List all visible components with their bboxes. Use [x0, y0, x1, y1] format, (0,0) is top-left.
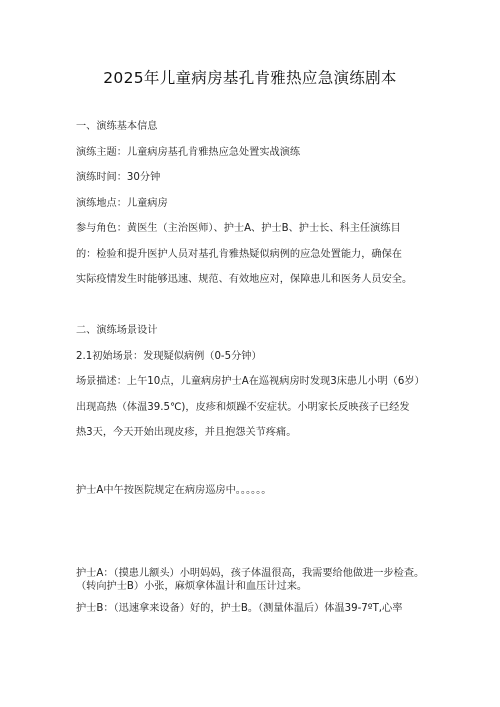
document-title: 2025年儿童病房基孔肯雅热应急演练剧本 [103, 69, 397, 87]
scene-description-line-1: 场景描述：上午10点，儿童病房护士A在巡视病房时发现3床患儿小明（6岁） [76, 376, 425, 387]
section-heading-scenario-design: 二、演练场景设计 [76, 325, 158, 336]
nurse-rounds-note: 护士A中午按医院规定在病房巡房中。。。。。。 [76, 485, 272, 496]
section-heading-basic-info: 一、演练基本信息 [76, 121, 158, 132]
drill-purpose-line-2: 实际疫情发生时能够迅速、规范、有效地应对，保障患儿和医务人员安全。 [76, 274, 413, 285]
scene-description-line-2: 出现高热（体温39.5℃)，皮疹和烦躁不安症状。小明家长反映孩子已经发 [76, 402, 410, 413]
drill-time: 演练时间：30分钟 [76, 172, 161, 183]
drill-theme: 演练主题：儿童病房基孔肯雅热应急处置实战演练 [76, 147, 301, 158]
dialogue-nurse-b: 护士B：（迅速拿来设备）好的，护士B。（测量体温后）体温39-7ºT,心率 [76, 603, 403, 614]
drill-location: 演练地点：儿童病房 [76, 198, 168, 209]
scene-description-line-3: 热3天，今天开始出现皮疹，并且抱怨关节疼痛。 [76, 427, 297, 438]
drill-roles: 参与角色：黄医生（主治医师）、护士A、护士B、护士长、科主任演练目 [76, 223, 401, 234]
subheading-initial-scene: 2.1初始场景：发现疑似病例（0-5分钟） [76, 351, 262, 362]
drill-purpose-line-1: 的：检验和提升医护人员对基孔肯雅热疑似病例的应急处置能力，确保在 [76, 249, 402, 260]
dialogue-nurse-a: 护士A：（摸患儿额头）小明妈妈，孩子体温很高，我需要给他做进一步检查。（转向护士B）小张，麻烦拿体温计和血压计过来。 [76, 568, 425, 592]
